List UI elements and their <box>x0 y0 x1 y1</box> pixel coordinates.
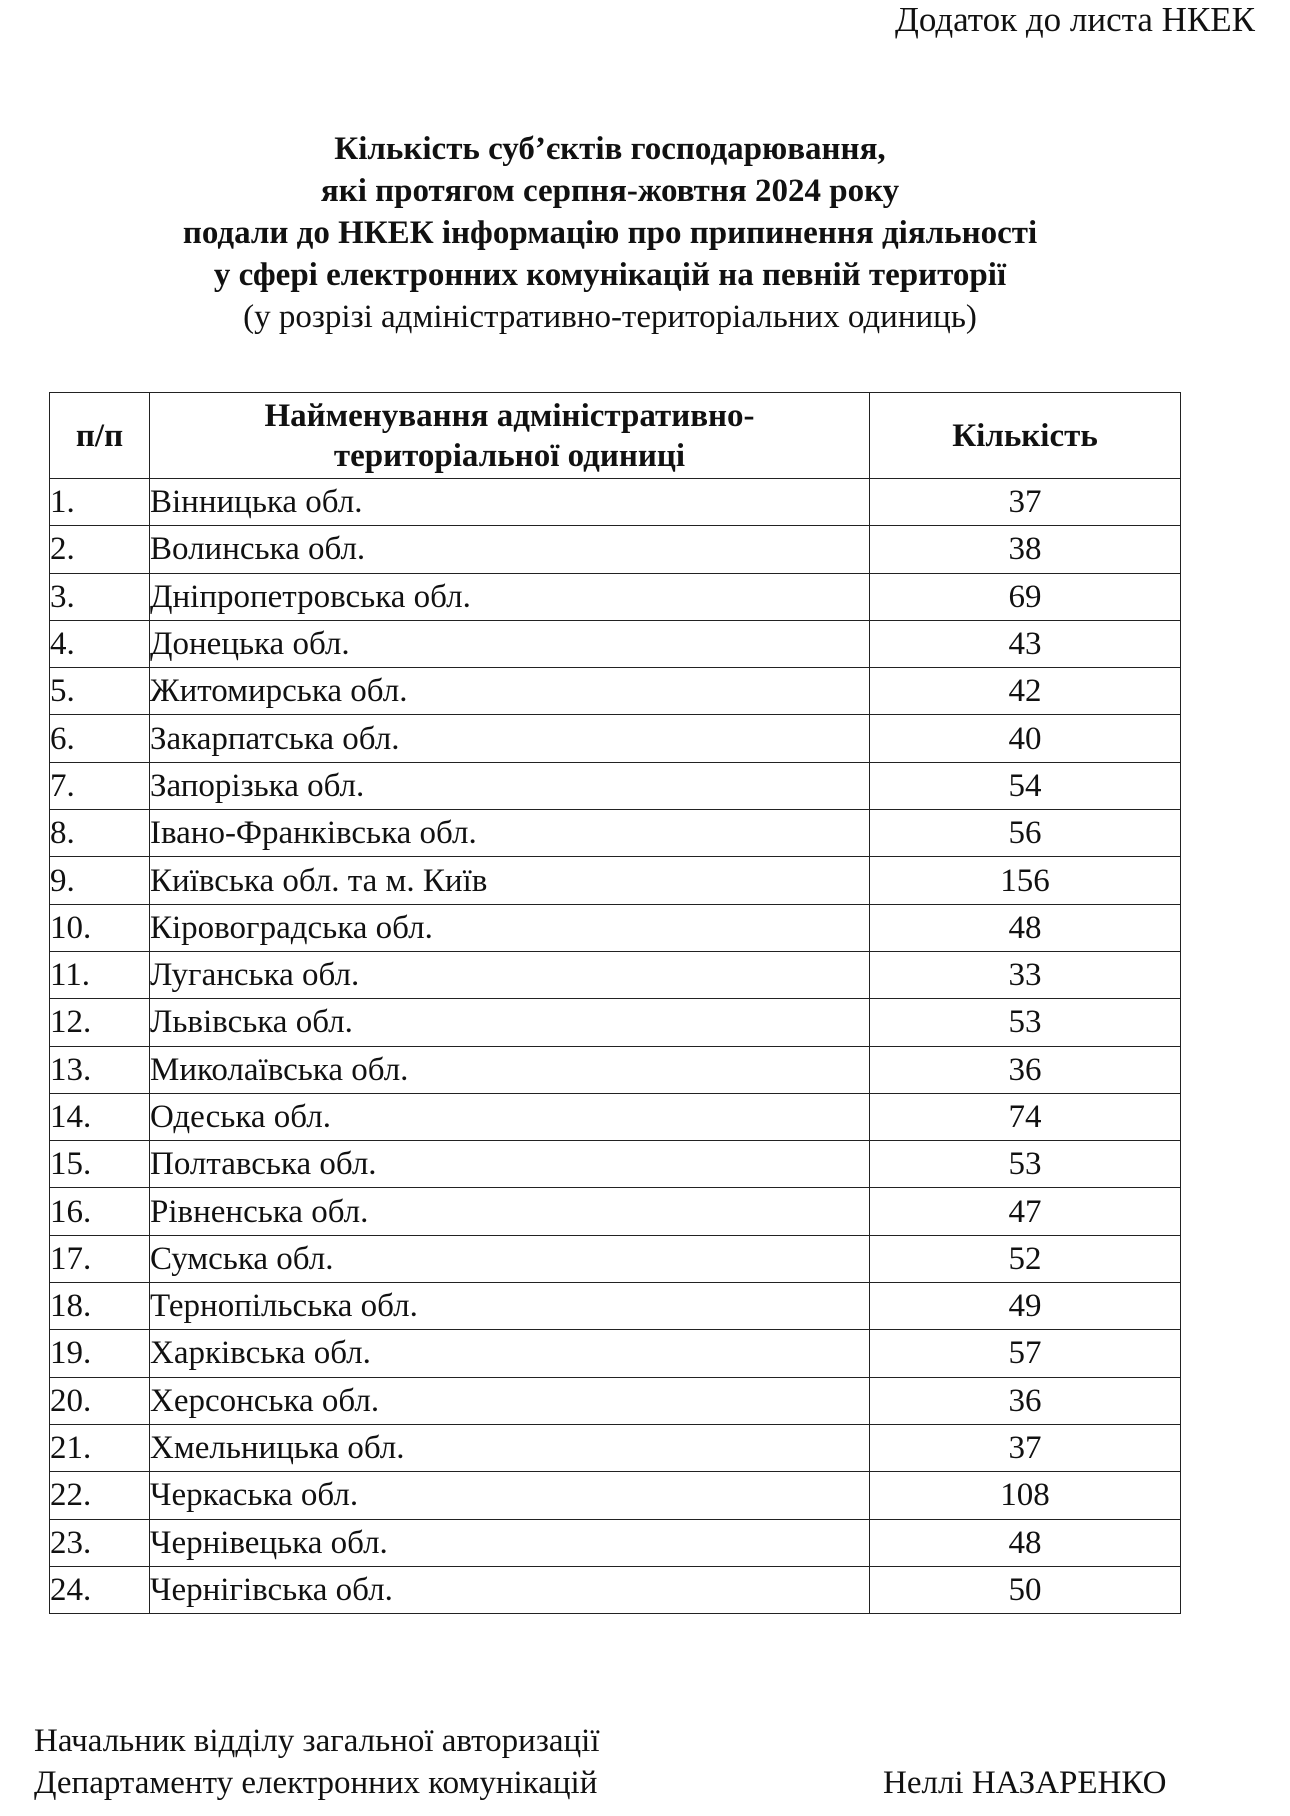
region-name: Закарпатська обл. <box>150 715 870 762</box>
table-row <box>50 1093 1181 1140</box>
region-count: 48 <box>870 904 1181 951</box>
region-name: Херсонська обл. <box>150 1377 870 1424</box>
region-count: 53 <box>870 1141 1181 1188</box>
row-number: 5. <box>50 668 150 715</box>
regions-table <box>49 392 1181 1614</box>
table-row <box>50 1519 1181 1566</box>
table-row <box>50 1377 1181 1424</box>
region-name: Київська обл. та м. Київ <box>150 857 870 904</box>
region-name: Кіровоградська обл. <box>150 904 870 951</box>
table-row <box>50 479 1181 526</box>
region-count: 37 <box>870 479 1181 526</box>
row-number: 6. <box>50 715 150 762</box>
row-number: 10. <box>50 904 150 951</box>
row-number: 17. <box>50 1235 150 1282</box>
header-name-line: територіальної одиниці <box>333 437 686 474</box>
title-line: подали до НКЕК інформацію про припинення діяльності <box>182 215 1038 251</box>
header-name <box>150 393 870 479</box>
row-number: 4. <box>50 620 150 667</box>
region-name: Хмельницька обл. <box>150 1424 870 1471</box>
region-count: 49 <box>870 1283 1181 1330</box>
row-number: 14. <box>50 1093 150 1140</box>
signatory-name: Неллі НАЗАРЕНКО <box>883 1765 1167 1801</box>
table-row <box>50 526 1181 573</box>
table-row <box>50 1046 1181 1093</box>
table-row <box>50 810 1181 857</box>
row-number: 3. <box>50 573 150 620</box>
region-count: 37 <box>870 1424 1181 1471</box>
row-number: 24. <box>50 1566 150 1613</box>
table-row <box>50 1566 1181 1613</box>
table-row <box>50 715 1181 762</box>
table-row <box>50 620 1181 667</box>
region-name: Донецька обл. <box>150 620 870 667</box>
table-row <box>50 1283 1181 1330</box>
region-name: Чернігівська обл. <box>150 1566 870 1613</box>
region-count: 36 <box>870 1046 1181 1093</box>
row-number: 7. <box>50 762 150 809</box>
table-row <box>50 1424 1181 1471</box>
table-body <box>50 479 1181 1614</box>
region-count: 48 <box>870 1519 1181 1566</box>
region-name: Одеська обл. <box>150 1093 870 1140</box>
table-header-row <box>50 393 1181 479</box>
region-name: Волинська обл. <box>150 526 870 573</box>
document-title <box>0 128 1220 338</box>
table-row <box>50 1141 1181 1188</box>
region-name: Сумська обл. <box>150 1235 870 1282</box>
table-row <box>50 1235 1181 1282</box>
table-row <box>50 1188 1181 1235</box>
region-count: 40 <box>870 715 1181 762</box>
row-number: 2. <box>50 526 150 573</box>
row-number: 15. <box>50 1141 150 1188</box>
row-number: 23. <box>50 1519 150 1566</box>
table-row <box>50 857 1181 904</box>
region-count: 57 <box>870 1330 1181 1377</box>
region-count: 156 <box>870 857 1181 904</box>
region-count: 33 <box>870 951 1181 998</box>
table-row <box>50 999 1181 1046</box>
row-number: 22. <box>50 1472 150 1519</box>
region-name: Дніпропетровська обл. <box>150 573 870 620</box>
table-row <box>50 762 1181 809</box>
header-num: п/п <box>50 393 150 479</box>
region-count: 50 <box>870 1566 1181 1613</box>
signatory-position <box>34 1720 600 1804</box>
region-name: Чернівецька обл. <box>150 1519 870 1566</box>
region-name: Харківська обл. <box>150 1330 870 1377</box>
title-line: Кількість суб’єктів господарювання, <box>334 131 886 167</box>
region-count: 36 <box>870 1377 1181 1424</box>
region-name: Тернопільська обл. <box>150 1283 870 1330</box>
table-row <box>50 904 1181 951</box>
row-number: 16. <box>50 1188 150 1235</box>
row-number: 19. <box>50 1330 150 1377</box>
region-name: Полтавська обл. <box>150 1141 870 1188</box>
region-count: 69 <box>870 573 1181 620</box>
table-row <box>50 951 1181 998</box>
region-count: 56 <box>870 810 1181 857</box>
row-number: 1. <box>50 479 150 526</box>
region-name: Миколаївська обл. <box>150 1046 870 1093</box>
region-count: 38 <box>870 526 1181 573</box>
region-name: Вінницька обл. <box>150 479 870 526</box>
row-number: 18. <box>50 1283 150 1330</box>
position-line: Начальник відділу загальної авторизації <box>34 1723 600 1759</box>
region-count: 42 <box>870 668 1181 715</box>
row-number: 21. <box>50 1424 150 1471</box>
row-number: 9. <box>50 857 150 904</box>
region-name: Черкаська обл. <box>150 1472 870 1519</box>
region-name: Львівська обл. <box>150 999 870 1046</box>
header-name-line: Найменування адміністративно- <box>264 397 755 434</box>
region-name: Івано-Франківська обл. <box>150 810 870 857</box>
region-count: 52 <box>870 1235 1181 1282</box>
row-number: 13. <box>50 1046 150 1093</box>
region-name: Житомирська обл. <box>150 668 870 715</box>
region-count: 43 <box>870 620 1181 667</box>
title-line: у сфері електронних комунікацій на певній території <box>213 257 1007 293</box>
region-count: 54 <box>870 762 1181 809</box>
row-number: 11. <box>50 951 150 998</box>
region-name: Запорізька обл. <box>150 762 870 809</box>
table-row <box>50 1330 1181 1377</box>
region-count: 74 <box>870 1093 1181 1140</box>
region-name: Луганська обл. <box>150 951 870 998</box>
table-row <box>50 573 1181 620</box>
row-number: 8. <box>50 810 150 857</box>
region-count: 47 <box>870 1188 1181 1235</box>
region-count: 53 <box>870 999 1181 1046</box>
table-row <box>50 1472 1181 1519</box>
header-count: Кількість <box>870 393 1181 479</box>
document-subtitle: (у розрізі адміністративно-територіальних одиниць) <box>243 299 977 335</box>
title-line: які протягом серпня-жовтня 2024 року <box>320 173 900 209</box>
region-count: 108 <box>870 1472 1181 1519</box>
addendum-note: Додаток до листа НКЕК <box>894 0 1255 39</box>
row-number: 20. <box>50 1377 150 1424</box>
row-number: 12. <box>50 999 150 1046</box>
table-row <box>50 668 1181 715</box>
region-name: Рівненська обл. <box>150 1188 870 1235</box>
position-line: Департаменту електронних комунікацій <box>34 1765 598 1801</box>
